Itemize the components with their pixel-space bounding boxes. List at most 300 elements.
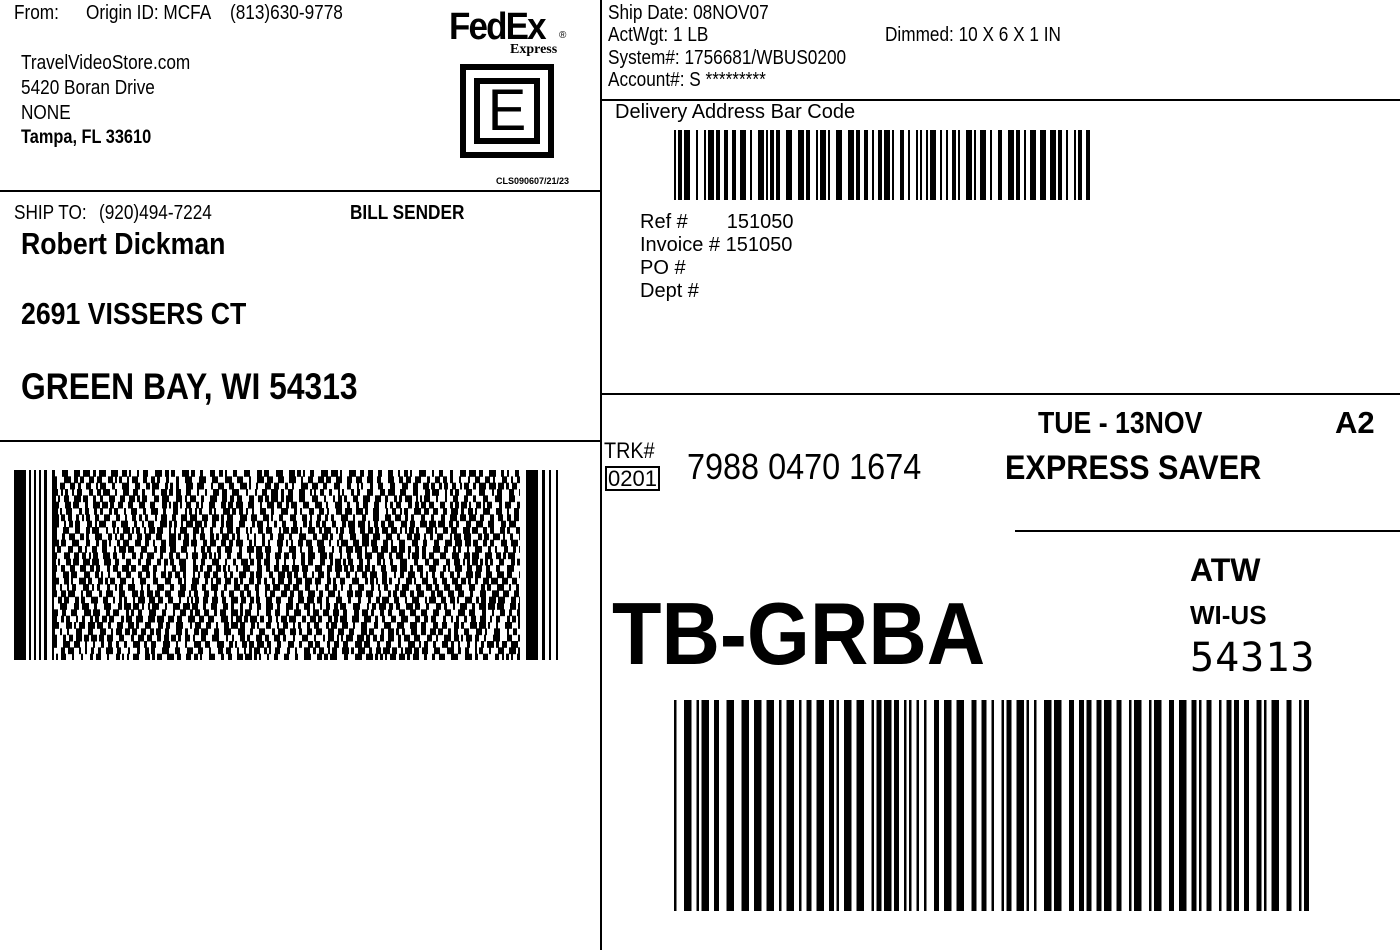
barcode-module (421, 609, 427, 616)
barcode-bar (980, 130, 986, 200)
barcode-module (250, 527, 252, 534)
barcode-module (266, 565, 270, 572)
barcode-module (351, 647, 354, 654)
barcode-module (107, 584, 110, 591)
barcode-module (117, 540, 120, 547)
barcode-module (116, 654, 120, 660)
barcode-module (360, 527, 365, 534)
barcode-module (185, 641, 187, 648)
barcode-module (134, 521, 137, 528)
barcode-module (290, 590, 294, 597)
barcode-module (234, 578, 238, 585)
barcode-module (391, 540, 393, 547)
barcode-module (148, 521, 154, 528)
barcode-module (398, 635, 401, 642)
barcode-module (362, 540, 369, 547)
barcode-module (286, 603, 293, 610)
barcode-module (143, 508, 146, 515)
barcode-module (90, 565, 94, 572)
barcode-module (85, 508, 89, 515)
barcode-module (142, 495, 147, 502)
barcode-module (342, 622, 348, 629)
barcode-module (353, 540, 359, 547)
barcode-module (63, 635, 66, 642)
barcode-module (320, 489, 324, 496)
barcode-module (151, 476, 155, 483)
barcode-module (212, 521, 216, 528)
barcode-module (469, 502, 471, 509)
barcode-module (480, 590, 486, 597)
barcode-module (232, 489, 239, 496)
barcode-module (165, 578, 171, 585)
barcode-module (195, 597, 199, 604)
barcode-module (322, 533, 328, 540)
delivery-barcode-label: Delivery Address Bar Code (615, 101, 856, 123)
barcode-module (162, 495, 169, 502)
barcode-module (254, 654, 257, 660)
barcode-module (336, 527, 338, 534)
barcode-module (337, 540, 339, 547)
barcode-module (189, 590, 191, 597)
barcode-module (60, 628, 62, 635)
barcode-module (106, 527, 108, 534)
barcode-module (250, 597, 254, 604)
barcode-module (309, 508, 314, 515)
barcode-module (475, 641, 477, 648)
barcode-module (263, 514, 269, 521)
service-letter-box (460, 64, 554, 158)
barcode-module (165, 483, 168, 490)
barcode-module (52, 584, 56, 591)
barcode-module (52, 597, 54, 604)
barcode-module (193, 533, 196, 540)
barcode-module (252, 508, 254, 515)
barcode-module (511, 654, 513, 660)
barcode-module (240, 483, 247, 490)
barcode-module (176, 552, 180, 559)
barcode-module (304, 603, 310, 610)
barcode-module (178, 578, 182, 585)
barcode-module (373, 533, 380, 540)
barcode-module (408, 502, 412, 509)
barcode-module (421, 502, 426, 509)
barcode-module (200, 470, 203, 477)
barcode-module (214, 609, 217, 616)
barcode-module (366, 635, 370, 642)
barcode-module (347, 502, 350, 509)
barcode-module (240, 609, 243, 616)
barcode-module (229, 641, 233, 648)
barcode-module (382, 527, 388, 534)
barcode-module (389, 603, 393, 610)
barcode-module (338, 628, 344, 635)
dimensions: Dimmed: 10 X 6 X 1 IN (885, 24, 1061, 46)
barcode-module (155, 590, 160, 597)
barcode-module (75, 597, 79, 604)
barcode-module (62, 609, 66, 616)
barcode-module (376, 578, 378, 585)
destination-airport: ATW (1190, 552, 1261, 588)
barcode-module (337, 635, 339, 642)
barcode-module (429, 565, 436, 572)
barcode-module (312, 483, 318, 490)
barcode-module (72, 584, 76, 591)
barcode-module (400, 590, 406, 597)
barcode-module (485, 552, 492, 559)
barcode-module (211, 584, 218, 591)
barcode-module (195, 521, 202, 528)
barcode-bar (998, 130, 1002, 200)
barcode-module (76, 616, 78, 623)
barcode-module (501, 540, 507, 547)
barcode-module (145, 654, 150, 660)
barcode-module (89, 489, 93, 496)
barcode-module (170, 559, 174, 566)
barcode-bar (766, 130, 768, 200)
barcode-module (95, 533, 102, 540)
barcode-module (200, 565, 203, 572)
barcode-module (392, 647, 397, 654)
barcode-module (193, 527, 199, 534)
barcode-module (424, 654, 427, 660)
barcode-module (388, 635, 394, 642)
barcode-module (479, 647, 483, 654)
barcode-module (327, 571, 330, 578)
barcode-module (407, 654, 410, 660)
barcode-module (395, 514, 401, 521)
barcode-module (245, 609, 251, 616)
barcode-module (145, 647, 149, 654)
pdf417-barcode (14, 470, 562, 660)
barcode-module (345, 508, 352, 515)
barcode-module (267, 654, 269, 660)
tracking-barcode (674, 700, 1310, 911)
barcode-module (180, 584, 186, 591)
barcode-bar (944, 700, 952, 911)
barcode-module (210, 540, 216, 547)
barcode-bar (754, 700, 762, 911)
barcode-module (186, 552, 188, 559)
barcode-module (386, 533, 392, 540)
barcode-module (476, 521, 483, 528)
barcode-module (451, 508, 458, 515)
barcode-module (57, 546, 61, 553)
barcode-module (222, 489, 227, 496)
barcode-module (410, 521, 415, 528)
barcode-bar (716, 130, 720, 200)
barcode-bar (1016, 130, 1020, 200)
barcode-module (400, 571, 404, 578)
barcode-module (344, 495, 347, 502)
barcode-module (367, 603, 369, 610)
barcode-module (290, 514, 296, 521)
barcode-module (74, 476, 78, 483)
barcode-module (145, 540, 149, 547)
barcode-module (86, 514, 90, 521)
barcode-module (257, 578, 261, 585)
barcode-module (343, 641, 348, 648)
barcode-module (234, 584, 240, 591)
barcode-module (310, 489, 312, 496)
barcode-module (303, 470, 305, 477)
barcode-module (179, 559, 186, 566)
barcode-module (139, 502, 145, 509)
barcode-module (69, 533, 75, 540)
barcode-module (52, 546, 55, 553)
barcode-module (516, 584, 519, 591)
barcode-module (270, 533, 273, 540)
barcode-module (128, 546, 134, 553)
barcode-module (416, 495, 418, 502)
barcode-module (466, 489, 472, 496)
barcode-bar (1234, 700, 1239, 911)
barcode-module (93, 609, 100, 616)
barcode-module (299, 489, 305, 496)
barcode-module (441, 514, 445, 521)
barcode-module (291, 540, 293, 547)
barcode-bar (920, 130, 922, 200)
barcode-module (410, 609, 416, 616)
sender-city-state-zip: Tampa, FL 33610 (21, 127, 152, 148)
barcode-module (413, 654, 419, 660)
tracking-number: 7988 0470 1674 (687, 446, 922, 487)
barcode-module (326, 597, 329, 604)
barcode-module (164, 559, 168, 566)
barcode-module (487, 584, 491, 591)
barcode-module (439, 654, 445, 660)
barcode-module (239, 508, 243, 515)
barcode-module (342, 489, 344, 496)
barcode-module (92, 559, 99, 566)
barcode-module (266, 597, 272, 604)
barcode-module (388, 609, 392, 616)
barcode-module (137, 495, 140, 502)
barcode-module (352, 616, 359, 623)
barcode-module (440, 502, 445, 509)
barcode-module (347, 483, 351, 490)
barcode-module (430, 533, 433, 540)
barcode-bar (732, 130, 736, 200)
barcode-module (145, 622, 151, 629)
barcode-module (169, 521, 172, 528)
barcode-module (358, 647, 365, 654)
barcode-module (331, 622, 337, 629)
barcode-module (186, 521, 193, 528)
barcode-module (356, 508, 363, 515)
barcode-module (340, 527, 344, 534)
barcode-module (518, 616, 520, 623)
barcode-module (149, 597, 155, 604)
barcode-module (519, 597, 520, 604)
barcode-bar (829, 700, 834, 911)
barcode-module (513, 546, 516, 553)
barcode-module (102, 616, 107, 623)
barcode-module (269, 571, 273, 578)
barcode-module (498, 483, 504, 490)
barcode-module (301, 559, 305, 566)
barcode-module (214, 628, 219, 635)
barcode-module (86, 540, 90, 547)
barcode-module (483, 495, 488, 502)
barcode-module (478, 533, 482, 540)
barcode-module (95, 616, 99, 623)
barcode-module (507, 527, 510, 534)
barcode-module (156, 628, 161, 635)
barcode-module (382, 616, 385, 623)
barcode-module (157, 559, 161, 566)
barcode-module (426, 603, 429, 610)
barcode-module (221, 514, 224, 521)
barcode-module (249, 603, 252, 610)
barcode-module (367, 476, 373, 483)
barcode-module (388, 489, 395, 496)
barcode-module (383, 559, 385, 566)
barcode-module (188, 616, 195, 623)
reference-number: Ref # 151050 (640, 211, 794, 233)
barcode-module (445, 540, 452, 547)
barcode-module (95, 571, 99, 578)
barcode-module (78, 483, 81, 490)
barcode-module (200, 533, 205, 540)
barcode-module (455, 584, 462, 591)
barcode-module (443, 527, 448, 534)
barcode-module (222, 495, 227, 502)
barcode-module (327, 578, 331, 585)
barcode-module (81, 654, 83, 660)
barcode-module (80, 565, 86, 572)
barcode-module (186, 654, 191, 660)
barcode-bar (750, 130, 752, 200)
barcode-module (265, 635, 269, 642)
billing-method: BILL SENDER (350, 202, 465, 224)
barcode-module (91, 597, 98, 604)
barcode-module (450, 470, 453, 477)
barcode-module (52, 603, 54, 610)
barcode-module (419, 470, 426, 477)
barcode-module (146, 571, 150, 578)
barcode-module (153, 571, 156, 578)
barcode-bar (1024, 130, 1026, 200)
barcode-module (475, 635, 479, 642)
barcode-bar (837, 700, 840, 911)
barcode-module (331, 514, 334, 521)
barcode-module (514, 514, 519, 521)
barcode-module (64, 521, 66, 528)
barcode-bar (1069, 700, 1074, 911)
barcode-module (271, 495, 278, 502)
barcode-module (444, 603, 447, 610)
barcode-module (70, 565, 75, 572)
barcode-bar (1058, 130, 1062, 200)
barcode-module (285, 483, 288, 490)
barcode-module (443, 565, 446, 572)
barcode-module (356, 476, 362, 483)
barcode-module (416, 527, 419, 534)
barcode-module (239, 571, 246, 578)
barcode-module (99, 635, 104, 642)
barcode-module (303, 571, 307, 578)
barcode-module (221, 654, 224, 660)
barcode-module (455, 540, 462, 547)
barcode-module (151, 647, 155, 654)
barcode-module (286, 540, 288, 547)
barcode-module (507, 571, 512, 578)
recipient-divider (0, 440, 601, 442)
barcode-module (90, 616, 93, 623)
barcode-module (257, 641, 264, 648)
barcode-module (52, 508, 58, 515)
barcode-module (108, 622, 111, 629)
barcode-module (244, 584, 249, 591)
barcode-module (317, 654, 322, 660)
barcode-module (486, 571, 492, 578)
barcode-module (302, 514, 307, 521)
barcode-module (240, 590, 244, 597)
barcode-module (96, 654, 101, 660)
barcode-module (52, 527, 57, 534)
sender-divider (0, 190, 601, 192)
barcode-bar (1199, 700, 1202, 911)
barcode-module (205, 578, 208, 585)
barcode-module (225, 470, 227, 477)
actual-weight: ActWgt: 1 LB (608, 24, 709, 46)
barcode-module (135, 483, 140, 490)
barcode-module (210, 470, 215, 477)
barcode-module (142, 489, 145, 496)
barcode-module (493, 476, 495, 483)
barcode-module (388, 628, 394, 635)
barcode-module (437, 590, 443, 597)
barcode-module (467, 565, 472, 572)
barcode-module (62, 533, 65, 540)
barcode-module (96, 565, 100, 572)
barcode-module (278, 578, 284, 585)
barcode-module (93, 495, 96, 502)
barcode-module (85, 546, 87, 553)
barcode-module (412, 552, 419, 559)
barcode-module (52, 514, 59, 521)
barcode-module (115, 476, 117, 483)
barcode-module (267, 502, 274, 509)
barcode-module (330, 559, 333, 566)
barcode-module (112, 521, 116, 528)
barcode-module (282, 521, 286, 528)
barcode-module (518, 647, 520, 654)
logo-fed-text: Fed (449, 6, 506, 48)
barcode-module (489, 647, 491, 654)
barcode-module (257, 609, 259, 616)
barcode-module (301, 476, 303, 483)
barcode-module (461, 502, 467, 509)
barcode-module (212, 559, 219, 566)
barcode-module (265, 495, 269, 502)
barcode-module (501, 521, 506, 528)
barcode-module (326, 502, 328, 509)
barcode-module (326, 476, 331, 483)
barcode-module (131, 609, 134, 616)
barcode-module (210, 527, 213, 534)
barcode-module (212, 476, 218, 483)
barcode-module (133, 641, 140, 648)
origin-id: Origin ID: MCFA (86, 2, 212, 24)
barcode-module (313, 609, 319, 616)
barcode-module (340, 470, 342, 477)
barcode-module (485, 628, 487, 635)
barcode-module (82, 603, 89, 610)
barcode-module (396, 628, 399, 635)
barcode-module (368, 470, 373, 477)
barcode-module (284, 559, 286, 566)
